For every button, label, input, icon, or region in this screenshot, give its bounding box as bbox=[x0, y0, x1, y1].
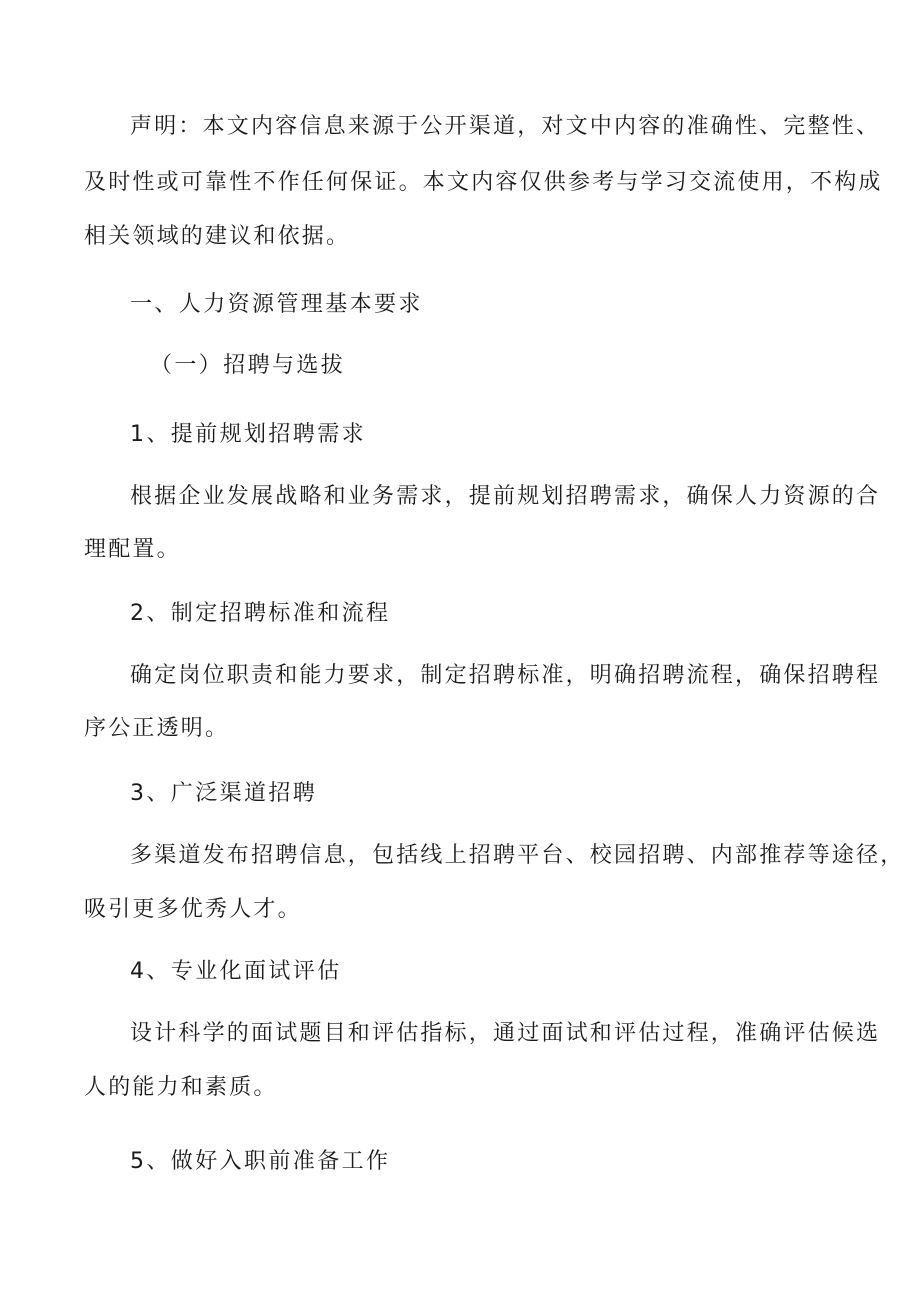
item-body-4-line-1: 设计科学的面试题目和评估指标，通过面试和评估过程，准确评估候选 bbox=[130, 1021, 881, 1046]
subsection-title: （一）招聘与选拔 bbox=[150, 353, 346, 378]
item-heading-3: 3、广泛渠道招聘 bbox=[130, 781, 318, 806]
item-body-1-line-2: 理配置。 bbox=[84, 537, 181, 562]
item-body-3-line-1: 多渠道发布招聘信息，包括线上招聘平台、校园招聘、内部推荐等途径， bbox=[130, 843, 905, 868]
disclaimer-line-3: 相关领域的建议和依据。 bbox=[84, 224, 351, 249]
item-heading-5: 5、做好入职前准备工作 bbox=[130, 1149, 391, 1174]
item-body-2-line-2: 序公正透明。 bbox=[84, 716, 230, 741]
item-body-4-line-2: 人的能力和素质。 bbox=[84, 1075, 278, 1100]
disclaimer-line-2: 及时性或可靠性不作任何保证。本文内容仅供参考与学习交流使用，不构成 bbox=[84, 170, 883, 195]
item-body-1-line-1: 根据企业发展战略和业务需求，提前规划招聘需求，确保人力资源的合 bbox=[130, 484, 881, 509]
item-body-2-line-1: 确定岗位职责和能力要求，制定招聘标准，明确招聘流程，确保招聘程 bbox=[130, 663, 881, 688]
section-title: 一、人力资源管理基本要求 bbox=[130, 292, 423, 317]
item-body-3-line-2: 吸引更多优秀人才。 bbox=[84, 897, 302, 922]
item-heading-1: 1、提前规划招聘需求 bbox=[130, 422, 366, 447]
item-heading-2: 2、制定招聘标准和流程 bbox=[130, 601, 391, 626]
item-heading-4: 4、专业化面试评估 bbox=[130, 959, 342, 984]
disclaimer-line-1: 声明：本文内容信息来源于公开渠道，对文中内容的准确性、完整性、 bbox=[130, 114, 881, 139]
